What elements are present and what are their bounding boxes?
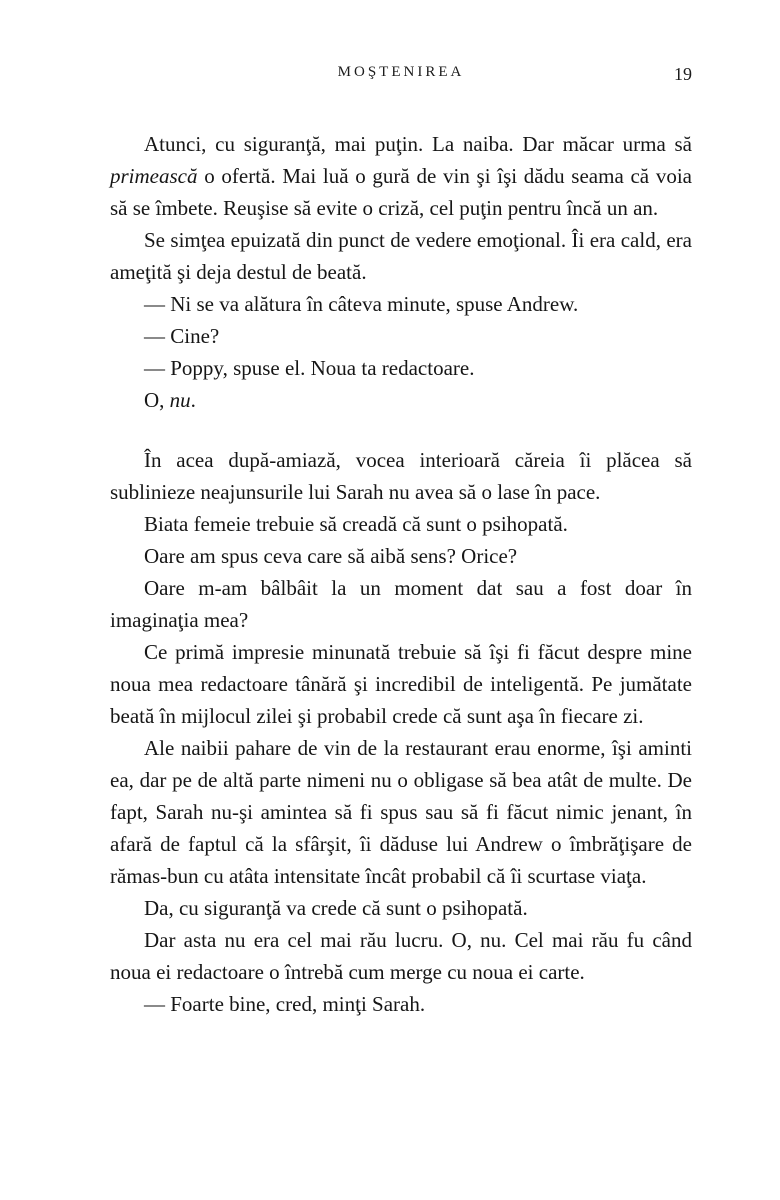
dialogue-line: — Cine? [144,324,220,348]
italic-text: nu [169,388,191,412]
paragraph-section-start: În acea după-amiază, vocea interioară căreia îi plăcea să sublinieze neajunsurile lui Sarah nu avea să o lase în pace. [110,448,692,504]
paragraph: Oare am spus ceva care să aibă sens? Orice? [144,544,518,568]
body-text [110,128,692,1020]
dialogue-line: — Foarte bine, cred, minţi Sarah. [144,992,426,1016]
running-title: MOŞTENIREA [337,64,465,80]
paragraph: Oare m-am bâlbâit la un moment dat sau a fost doar în imaginaţia mea? [110,576,692,632]
text-segment: Atunci, cu siguranţă, mai puţin. La naiba. Dar măcar urma să [144,132,692,156]
dialogue-line: — Poppy, spuse el. Noua ta redactoare. [144,356,475,380]
page-header [110,64,692,86]
paragraph: Da, cu siguranţă va crede că sunt o psihopată. [144,896,528,920]
page-number: 19 [674,64,692,84]
paragraph: Ale naibii pahare de vin de la restaurant erau enorme, îşi aminti ea, dar pe de altă parte nimeni nu o obligase să bea atât de multe. De fapt, Sarah nu-şi amintea să fi spus sau să fi făcut nimic jenant, în afară de faptul că la sfârşit, îi dăduse lui Andrew o îmbrăţişare de rămas-bun cu atâta intensitate încât probabil că îi scurtase viaţa. [110,736,692,888]
paragraph: Biata femeie trebuie să creadă că sunt o psihopată. [144,512,568,536]
text-segment: O, [144,388,170,412]
paragraph: Dar asta nu era cel mai rău lucru. O, nu. Cel mai rău fu când noua ei redactoare o întrebă cum merge cu noua ei carte. [110,928,692,984]
text-segment: o ofertă. Mai luă o gură de vin şi îşi dădu seama că voia să se îmbete. Reuşise să evite o criză, cel puţin pentru încă un an. [110,164,692,220]
text-segment: . [190,388,196,412]
italic-text: primească [110,164,198,188]
dialogue-line: — Ni se va alătura în câteva minute, spuse Andrew. [144,292,579,316]
paragraph: Se simţea epuizată din punct de vedere emoţional. Îi era cald, era ameţită şi deja destul de beată. [110,228,692,284]
paragraph: Ce primă impresie minunată trebuie să îşi fi făcut despre mine noua mea redactoare tânără şi incredibil de inteligentă. Pe jumătate beată în mijlocul zilei şi probabil crede că sunt aşa în fiecare zi. [110,640,692,728]
paragraph [110,128,692,224]
paragraph [110,384,692,416]
